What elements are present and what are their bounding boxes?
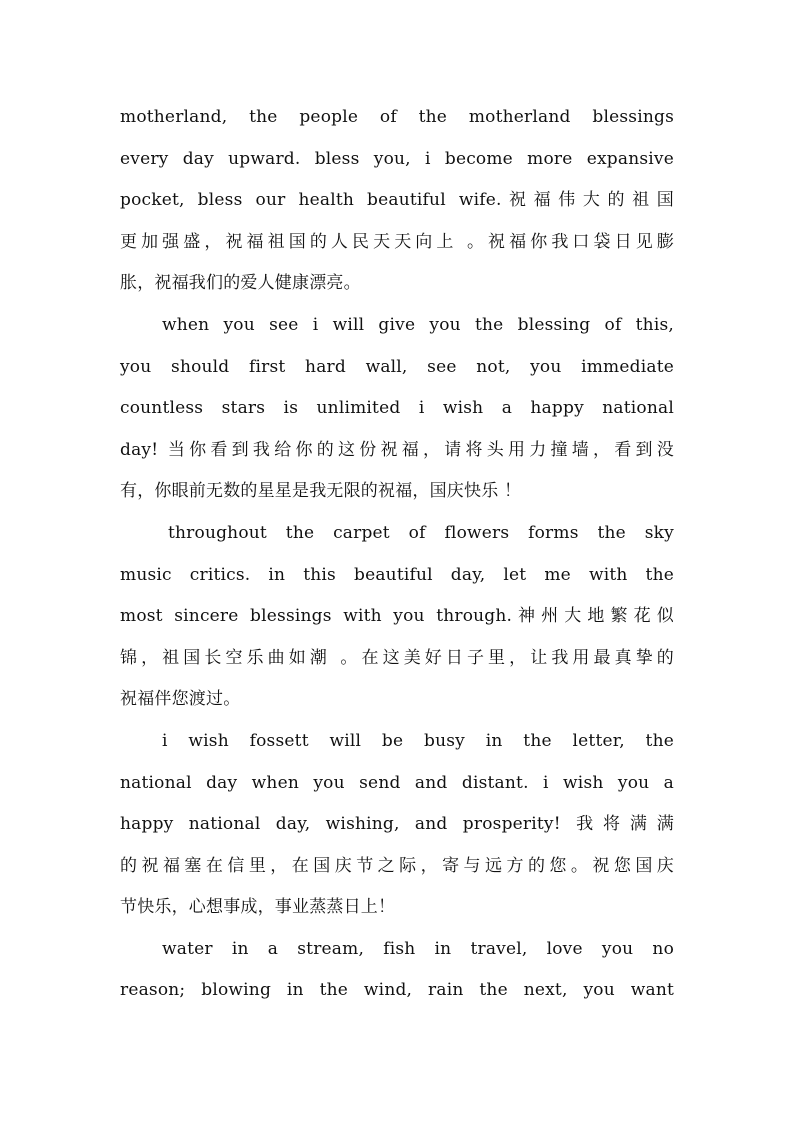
text-line: happy national day, wishing, and prosperity! 我将满满 (120, 814, 674, 835)
paragraph-2 (120, 305, 674, 513)
text-line: 的祝福塞在信里，在国庆节之际，寄与远方的您。祝您国庆 (120, 855, 674, 876)
text-line: pocket, bless our health beautiful wife.祝福伟大的祖国 (120, 190, 674, 211)
paragraph-3 (120, 513, 674, 721)
document-page (120, 97, 674, 1012)
paragraph-1 (120, 97, 674, 305)
text-line: you should first hard wall, see not, you immediate (120, 356, 674, 377)
text-line: water in a stream, fish in travel, love you no (162, 938, 674, 959)
text-line: motherland, the people of the motherland blessings (120, 107, 674, 127)
text-line: 有，你眼前无数的星星是我无限的祝福，国庆快乐 ！ (120, 481, 522, 502)
text-line: 锦，祖国长空乐曲如潮 。在这美好日子里，让我用最真挚的 (120, 647, 674, 668)
text-line: 更加强盛，祝福祖国的人民天天向上 。祝福你我口袋日见膨 (120, 231, 674, 252)
text-line: day! 当你看到我给你的这份祝福，请将头用力撞墙，看到没 (120, 439, 674, 460)
text-line: when you see i will give you the blessing of this, (162, 314, 674, 335)
text-line: countless stars is unlimited i wish a happy national (120, 398, 674, 419)
text-line: 节快乐，心想事成，事业蒸蒸日上！ (120, 897, 396, 918)
text-line: music critics. in this beautiful day, let me with the (120, 564, 674, 585)
text-line: national day when you send and distant. i wish you a (120, 772, 674, 793)
text-line: throughout the carpet of flowers forms the sky (168, 522, 674, 543)
text-line: every day upward. bless you, i become more expansive (120, 148, 674, 169)
text-line: reason; blowing in the wind, rain the next, you want (120, 980, 674, 1001)
paragraph-4 (120, 721, 674, 929)
text-line: 祝福伴您渡过。 (120, 689, 241, 710)
text-line: i wish fossett will be busy in the letter, the (162, 730, 674, 751)
text-line: most sincere blessings with you through.神州大地繁花似 (120, 606, 674, 627)
paragraph-5 (120, 929, 674, 1012)
text-line: 胀，祝福我们的爱人健康漂亮。 (120, 273, 361, 294)
